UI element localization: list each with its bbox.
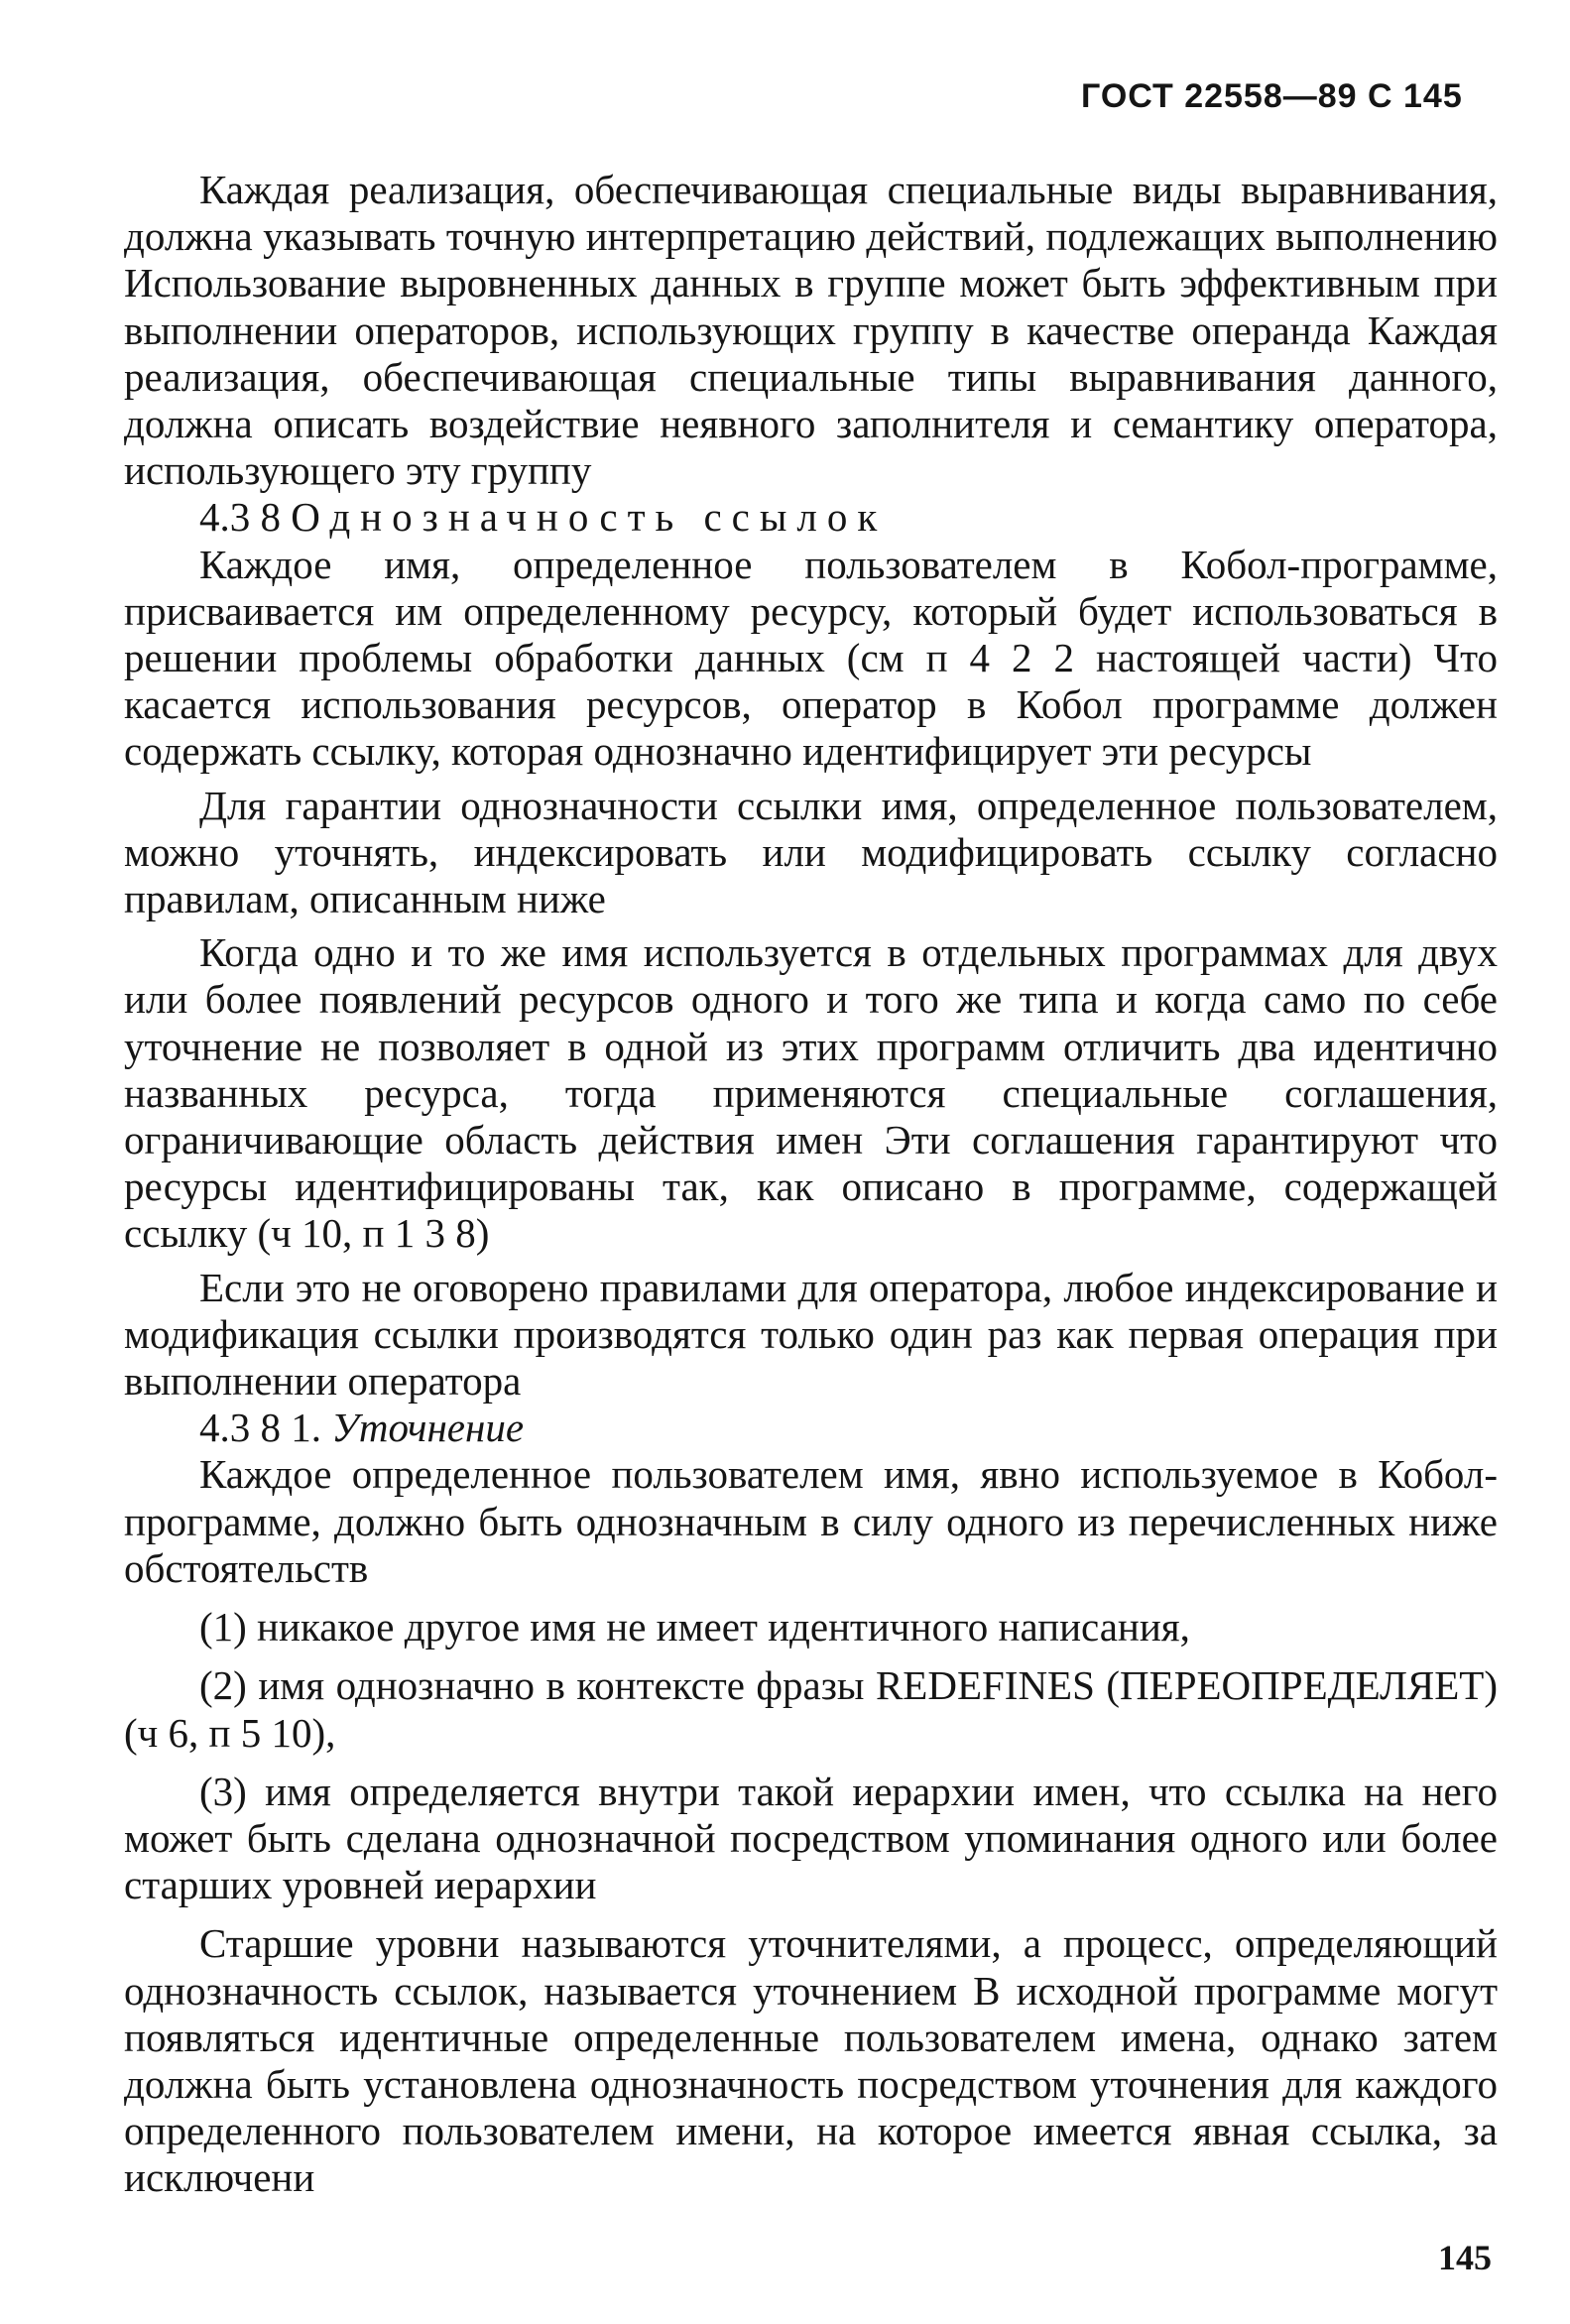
page-number: 145 xyxy=(1438,2238,1492,2277)
running-header: ГОСТ 22558—89 С 145 xyxy=(1081,77,1463,115)
list-item-1: (1) никакое другое имя не имеет идентичного написания, xyxy=(199,1604,1190,1651)
section-title: Однозначность ссылок xyxy=(291,494,888,541)
paragraph-qualifiers: Старшие уровни называются уточнителями, а процесс, определяющий однозначность ссылок, называется уточнением В исходной программе могут появляться идентичные определенные пользователем имена, однако затем должна быть установлена однозначность посредством уточнения для каждого определенного пользователем имени, на которое имеется явная ссылка, за исключени xyxy=(124,1920,1498,2201)
list-item-2: (2) имя однозначно в контексте фразы REDEFINES (ПЕРЕОПРЕДЕЛЯЕТ) (ч 6, п 5 10), xyxy=(124,1662,1498,1756)
paragraph-indexing: Если это не оговорено правилами для оператора, любое индексирование и модификация ссылки производятся только один раз как первая операция при выполнении оператора xyxy=(124,1264,1498,1405)
paragraph-uniqueness: Для гарантии однозначности ссылки имя, определенное пользователем, можно уточнять, индексировать или модифицировать ссылку согласно правилам, описанным ниже xyxy=(124,782,1498,922)
section-title: Уточнение xyxy=(331,1405,525,1451)
paragraph-user-names: Каждое имя, определенное пользователем в Кобол-программе, присваивается им определенному ресурсу, который будет использоваться в решении проблемы обработки данных (см п 4 2 2 настоящей части) Что касается использования ресурсов, оператор в Кобол программе должен содержать ссылку, которая однозначно идентифицирует эти ресурсы xyxy=(124,541,1498,775)
list-item-3: (3) имя определяется внутри такой иерархии имен, что ссылка на него может быть сделана однозначной посредством упоминания одного или более старших уровней иерархии xyxy=(124,1768,1498,1908)
section-heading-4-3-8 xyxy=(124,494,1498,541)
section-heading-4-3-8-1 xyxy=(124,1405,1498,1451)
paragraph-qualification: Каждое определенное пользователем имя, явно используемое в Кобол-программе, должно быть однозначным в силу одного из перечисленных ниже обстоятельств xyxy=(124,1451,1498,1591)
section-number: 4.3 8 xyxy=(199,494,281,541)
document-body xyxy=(124,167,1498,2202)
section-number: 4.3 8 1. xyxy=(199,1405,321,1451)
paragraph-separate-programs: Когда одно и то же имя используется в отдельных программах для двух или более появлений ресурсов одного и того же типа и когда само по себе уточнение не позволяет в одной из этих программ отличить два идентично названных ресурса, тогда применяются специальные соглашения, ограничивающие область действия имен Эти соглашения гарантируют что ресурсы идентифицированы так, как описано в программе, содержащей ссылку (ч 10, п 1 3 8) xyxy=(124,929,1498,1257)
paragraph-alignment: Каждая реализация, обеспечивающая специальные виды выравнивания, должна указывать точную интерпретацию действий, подлежащих выполнению Использование выровненных данных в группе может быть эффективным при выполнении операторов, использующих группу в качестве операнда Каждая реализация, обеспечивающая специальные типы выравнивания данного, должна описать воздействие неявного заполнителя и семантику оператора, использующего эту группу xyxy=(124,167,1498,494)
